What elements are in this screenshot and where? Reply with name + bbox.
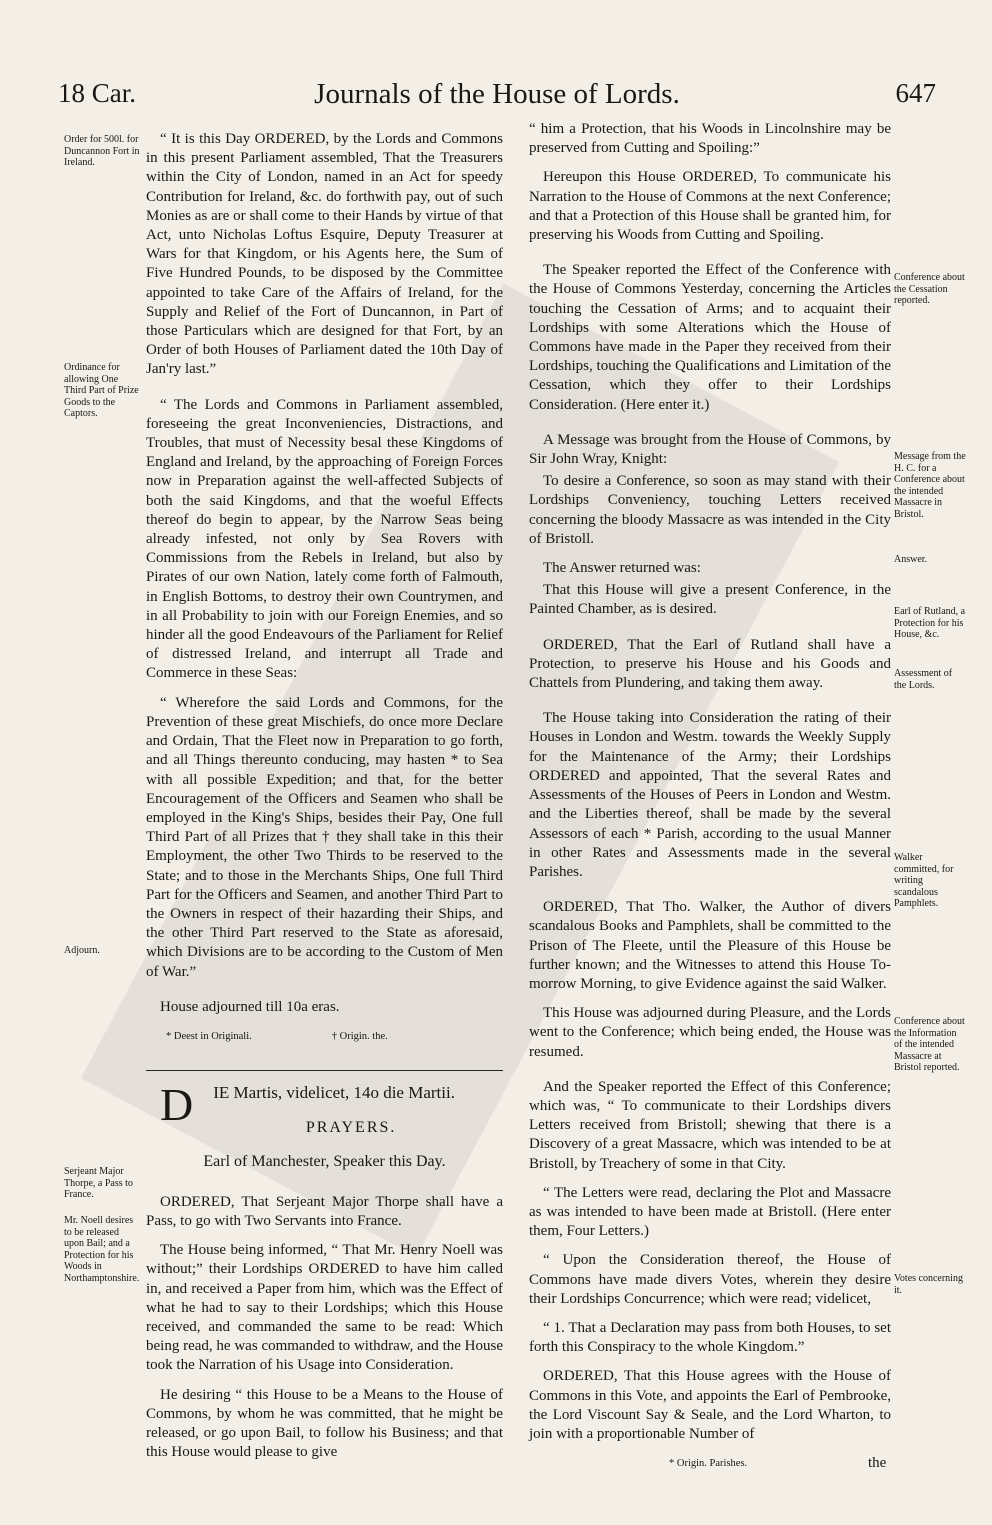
margin-note: Earl of Rutland, a Protection for his House, &c. [894,606,966,640]
paragraph: “ Wherefore the said Lords and Commons, for the Prevention of these great Mischiefs, do once more Declare and Ordain, That the Fleet now in Preparation to go forth, and all Things thereunto conducing, may hasten * to Sea with all possible Expedition; and that, for the better Encouragement of the Officers and Seamen who shall be employed in the King's Ships, besides their Pay, One full Third Part of all Prizes that † they shall take in this their Employment, the other Two Thirds to be reserved to the State; and to those in the Merchants Ships, One full Third Part for the Officers and Seamen, and another Third Part to the Owners in respect of their hazarding their Ships, and the other Third Part reserved to the State as aforesaid, which Divisions are to be according to the Custom of Men of War.” [146,694,503,980]
paragraph: That this House will give a present Conference, in the Painted Chamber, as is desired. [529,582,891,618]
paragraph: ORDERED, That Tho. Walker, the Author of divers scandalous Books and Pamphlets, shall be committed to the Prison of The Fleete, until the Pleasure of this House be further known; and the Witnesses to attend this House To-morrow Morning, to give Evidence against the said Walker. [529,899,891,992]
paragraph: This House was adjourned during Pleasure, and the Lords went to the Conference; which being ended, the House was resumed. [529,1005,891,1060]
page-number: 647 [895,78,936,108]
paragraph: And the Speaker reported the Effect of this Conference; which was, “ To communicate to their Lordships divers Letters received from Bristoll; shewing that there is a Discovery of a great Massacre, which was intended to be at Bristoll, by Treachery of some in that City. [529,1078,891,1172]
footnote: * Origin. Parishes. [669,1458,748,1470]
margin-note: Assessment of the Lords. [894,668,953,691]
footnote: † Origin. the. [331,1030,388,1042]
drop-capital: D [160,1079,194,1131]
paragraph: “ 1. That a Declaration may pass from both Houses, to set forth this Conspiracy to the whole Kingdom.” [529,1319,891,1356]
paragraph: “ him a Protection, that his Woods in Lincolnshire may be preserved from Cutting and Spoiling:” [529,121,891,157]
regnal-year: 18 Car. [58,78,136,108]
speaker-line: Earl of Manchester, Speaker this Day. [203,1152,446,1170]
right-column [529,120,891,1473]
day-heading-text: IE Martis, videlicet, 14o die Martii. [213,1083,455,1103]
page-header [58,78,936,118]
paragraph: The House being informed, “ That Mr. Henry Noell was without;” their Lordships ORDERED to have him called in, and received a Paper from him, which was the Effect of what he had to say to their Lordships; which this House received, and commanded the same to be read: Which being read, he was commanded to withdraw, and the House took the Narration of his Usage into Consideration. [146,1242,503,1374]
paragraph: The Speaker reported the Effect of the Conference with the House of Commons Yesterday, concerning the Articles touching the Cessation of Arms; and to acquaint their Lordships with some Alterations which the House of Commons have made in the Paper they received from their Lordships, touching the Qualifications and Limitation of the Cessation, which they offer to their Lordships Consideration. (Here enter it.) [529,262,891,413]
paragraph: ORDERED, That the Earl of Rutland shall have a Protection, to preserve his House and his Goods and Chattels from Plundering, and taking them away. [529,636,891,692]
footnote: * Deest in Originali. [166,1030,252,1042]
paragraph: The House taking into Consideration the rating of their Houses in London and Westm. towards the Weekly Supply for the Maintenance of the Army; their Lordships ORDERED and appointed, That the several Rates and Assessments of the Houses of Peers in London and Westm. and the Liberties thereof, shall be made by the several Assessors of each * Parish, according to the usual Manner in other Rates and Assessments made in the several Parishes. [529,710,891,880]
left-column [146,130,503,1472]
margin-note: Conference about the Information of the intended Massacre at Bristol reported. [894,1016,965,1073]
paragraph: “ The Lords and Commons in Parliament assembled, foreseeing the great Inconveniencies, Distractions, and Troubles, that must of Necessity besal these Kingdoms of England and Ireland, by the approaching of Foreign Forces now in Preparation against the well-affected Subjects of both the said Kingdoms, and that the woeful Effects thereof do begin to appear, by the Narrow Seas being already infested, not only by Sea Rovers with Commissions from the Rebels in Ireland, but also by Pirates of our own Nation, lately come forth of Falmouth, in English Bottoms, to destroy their own Countrymen, and in all Probability to join with our Foreign Enemies, and so hinder all the good Endeavours of the Parliament for Relief of distressed Ireland, and interrupt all Trade and Commerce in these Seas: [146,396,503,682]
paragraph: “ It is this Day ORDERED, by the Lords and Commons in this present Parliament assembled, That the Treasurers within the City of London, named in an Act for speedy Contribution for Ireland, &c. do forthwith pay, out of such Monies as are or shall come to their Hands by virtue of that Act, unto Nicholas Loftus Esquire, Deputy Treasurer at Wars for that Kingdom, or his Agents here, the Sum of Five Hundred Pounds, to be disposed by the Committee appointed to take Care of the Affairs of Ireland, for the Supply and Relief of the Fort of Duncannon, in Part of those Particulars which are designed for that Fort, by an Order of both Houses of Parliament dated the 10th Day of Jan'ry last.” [146,131,503,378]
margin-note: Walker committed, for writing scandalous Pamphlets. [894,852,954,909]
paragraph: “ Upon the Consideration thereof, the House of Commons have made divers Votes, wherein they desire their Lordships Concurrence; which were read; videlicet, [529,1252,891,1307]
margin-note: Message from the H. C. for a Conference about the intended Massacre in Bristol. [894,451,966,520]
margin-note: Conference about the Cessation reported. [894,272,965,306]
margin-note: Ordinance for allowing One Third Part of Prize Goods to the Captors. [64,362,139,419]
paragraph: Hereupon this House ORDERED, To communicate his Narration to the House of Commons at the next Conference; and that a Protection of this House shall be granted him, for preserving his Woods from Cutting and Spoiling. [529,169,891,244]
margin-note: Order for 500l. for Duncannon Fort in Ireland. [64,134,140,168]
adjourn-line: House adjourned till 10a eras. [160,998,340,1015]
paragraph: To desire a Conference, so soon as may stand with their Lordships Conveniency, touching Letters received concerning the bloody Massacre as was intended in the City of Bristoll. [529,473,891,547]
paragraph: He desiring “ this House to be a Means to the House of Commons, by whom he was committed, that he might be released, or go upon Bail, to follow his Business; and that this House would please to give [146,1386,503,1461]
page-title: Journals of the House of Lords. [314,78,680,110]
paragraph: ORDERED, That Serjeant Major Thorpe shall have a Pass, to go with Two Servants into France. [146,1193,503,1229]
paragraph: The Answer returned was: [543,560,701,577]
margin-note: Adjourn. [64,945,100,956]
paragraph: A Message was brought from the House of Commons, by Sir John Wray, Knight: [529,431,891,468]
margin-note: Mr. Noell desires to be released upon Bail; and a Protection for his Woods in Northamptonshire. [64,1215,140,1284]
margin-note: Votes concerning it. [894,1273,963,1296]
catchword: the [868,1455,887,1471]
section-divider [146,1070,503,1071]
footnotes [166,1027,503,1046]
margin-note: Serjeant Major Thorpe, a Pass to France. [64,1166,133,1200]
margin-note: Answer. [894,554,928,565]
paragraph: ORDERED, That this House agrees with the House of Commons in this Vote, and appoints the Earl of Pembrooke, the Lord Viscount Say & Seale, and the Lord Wharton, to join with a proportionable Number of [529,1368,891,1442]
paragraph: “ The Letters were read, declaring the Plot and Massacre as was intended to have been made at Bristoll. (Here enter them, Four Letters.) [529,1184,891,1240]
prayers-heading: PRAYERS. [305,1119,397,1137]
